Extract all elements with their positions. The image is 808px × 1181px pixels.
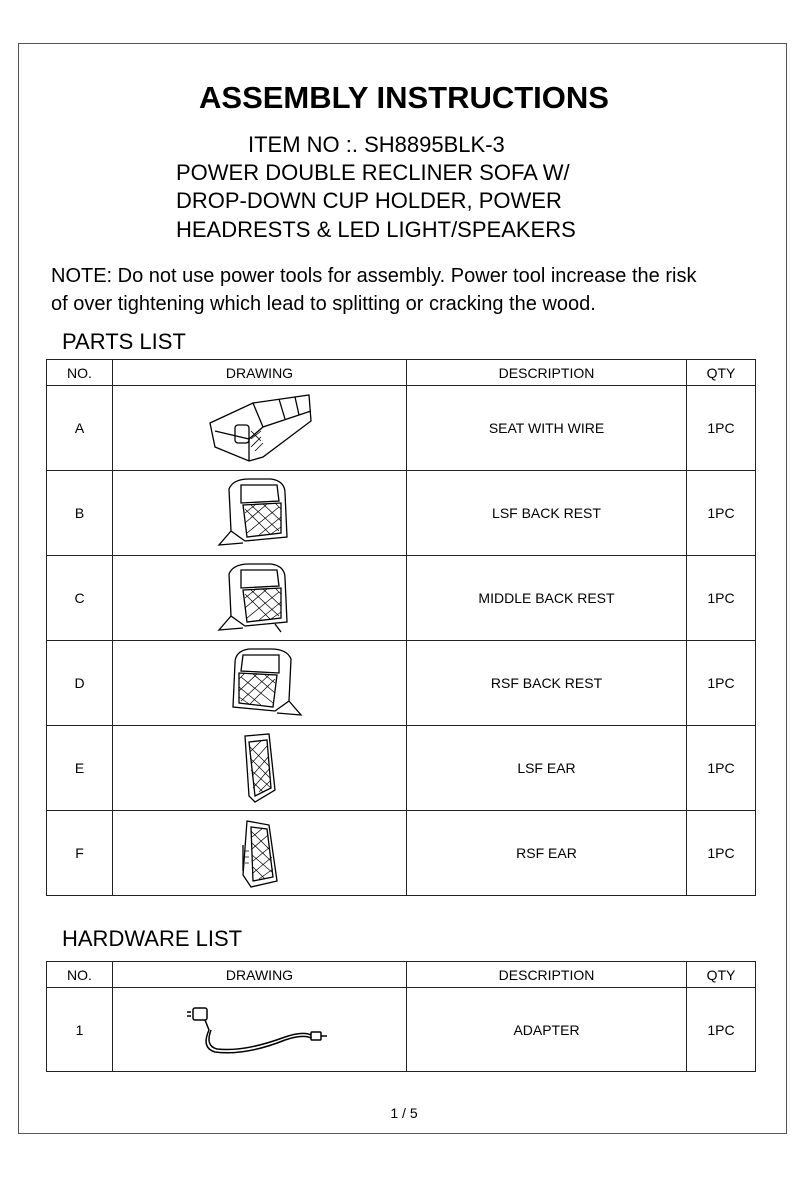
part-description: RSF EAR: [407, 811, 687, 896]
part-description: LSF EAR: [407, 726, 687, 811]
parts-list-heading: PARTS LIST: [62, 329, 186, 354]
part-qty: 1PC: [687, 726, 756, 811]
lsf-ear-drawing-icon: [225, 730, 295, 806]
hardware-no: 1: [47, 988, 113, 1072]
part-description: LSF BACK REST: [407, 471, 687, 556]
col-drawing: DRAWING: [113, 360, 407, 386]
part-drawing-cell: [113, 471, 407, 556]
document-title: ASSEMBLY INSTRUCTIONS: [199, 80, 609, 115]
lsf-back-rest-drawing-icon: [215, 475, 305, 551]
col-drawing: DRAWING: [113, 962, 407, 988]
part-description: RSF BACK REST: [407, 641, 687, 726]
hardware-drawing-cell: [113, 988, 407, 1072]
note-line-2: of over tightening which lead to splitting or cracking the wood.: [51, 293, 596, 315]
part-no: E: [47, 726, 113, 811]
col-no: NO.: [47, 962, 113, 988]
table-row: [47, 726, 756, 811]
hardware-qty: 1PC: [687, 988, 756, 1072]
parts-table: [46, 359, 756, 896]
hardware-table-header: [47, 962, 756, 988]
part-qty: 1PC: [687, 811, 756, 896]
table-row: [47, 471, 756, 556]
middle-back-rest-drawing-icon: [215, 560, 305, 636]
table-row: [47, 641, 756, 726]
note-line-1: NOTE: Do not use power tools for assembly. Power tool increase the risk: [51, 265, 697, 287]
part-no: B: [47, 471, 113, 556]
part-drawing-cell: [113, 641, 407, 726]
hardware-list-heading: HARDWARE LIST: [62, 926, 243, 951]
table-row: [47, 811, 756, 896]
part-qty: 1PC: [687, 641, 756, 726]
col-qty: QTY: [687, 360, 756, 386]
table-row: [47, 556, 756, 641]
part-qty: 1PC: [687, 556, 756, 641]
table-row: [47, 988, 756, 1072]
assembly-note: [51, 262, 771, 318]
sofa-seat-drawing-icon: [205, 391, 315, 465]
parts-table-header: [47, 360, 756, 386]
part-drawing-cell: [113, 811, 407, 896]
col-no: NO.: [47, 360, 113, 386]
adapter-cable-drawing-icon: [185, 1000, 335, 1060]
part-description: SEAT WITH WIRE: [407, 386, 687, 471]
part-drawing-cell: [113, 386, 407, 471]
part-no: F: [47, 811, 113, 896]
page-number: 1 / 5: [390, 1105, 418, 1121]
product-line-3: HEADRESTS & LED LIGHT/SPEAKERS: [176, 217, 576, 242]
part-qty: 1PC: [687, 386, 756, 471]
col-description: DESCRIPTION: [407, 962, 687, 988]
hardware-table: [46, 961, 756, 1072]
product-line-1: POWER DOUBLE RECLINER SOFA W/: [176, 160, 570, 185]
part-no: A: [47, 386, 113, 471]
part-drawing-cell: [113, 556, 407, 641]
part-no: D: [47, 641, 113, 726]
hardware-description: ADAPTER: [407, 988, 687, 1072]
col-qty: QTY: [687, 962, 756, 988]
rsf-ear-drawing-icon: [225, 815, 295, 891]
item-number: ITEM NO :. SH8895BLK-3: [248, 132, 505, 157]
part-qty: 1PC: [687, 471, 756, 556]
rsf-back-rest-drawing-icon: [215, 645, 305, 721]
col-description: DESCRIPTION: [407, 360, 687, 386]
table-row: [47, 386, 756, 471]
part-no: C: [47, 556, 113, 641]
part-drawing-cell: [113, 726, 407, 811]
part-description: MIDDLE BACK REST: [407, 556, 687, 641]
product-line-2: DROP-DOWN CUP HOLDER, POWER: [176, 188, 562, 213]
